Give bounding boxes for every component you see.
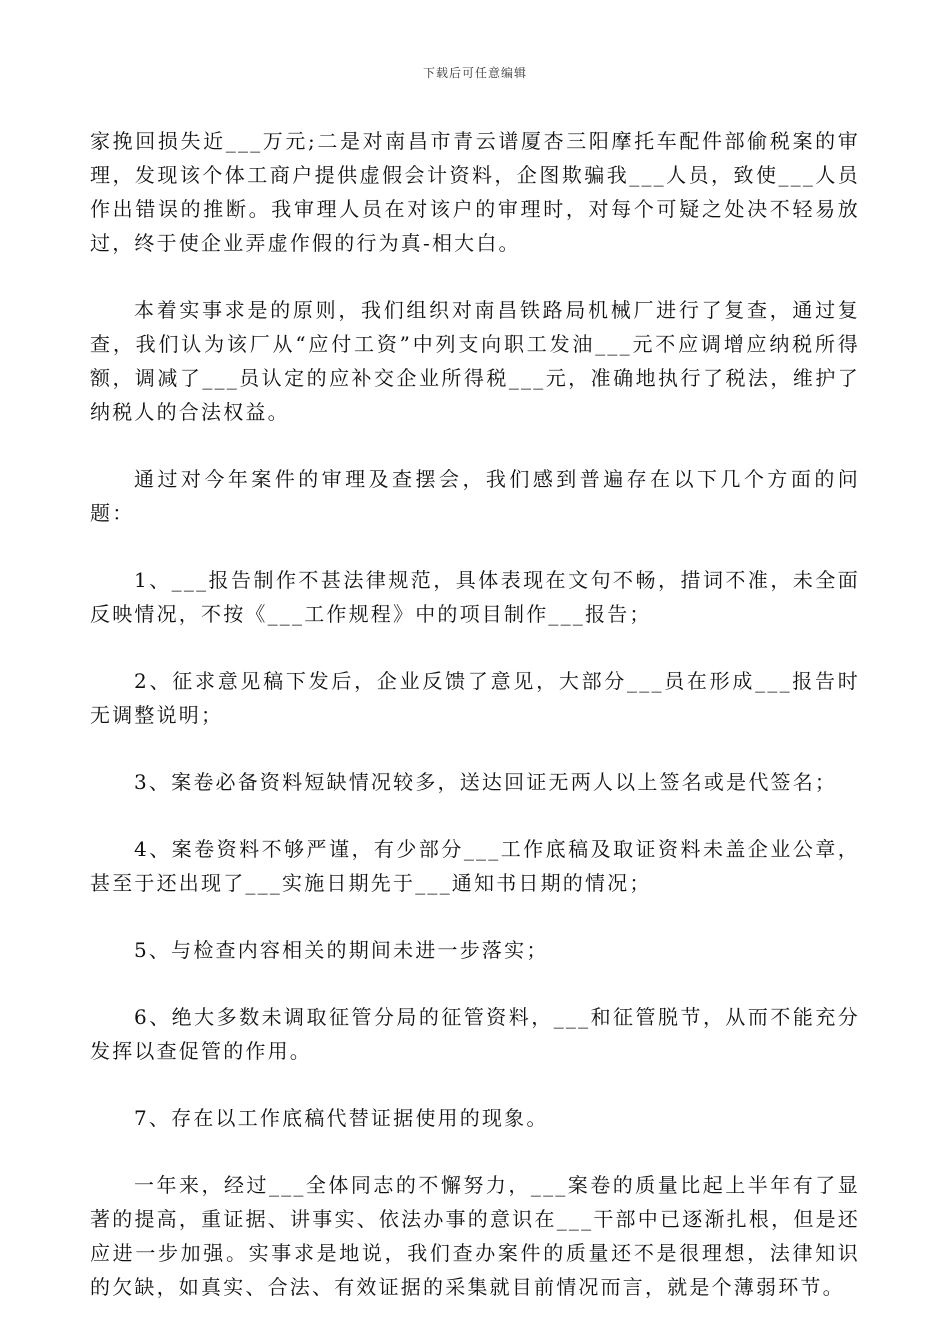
paragraph-summary: 一年来，经过___全体同志的不懈努力，___案卷的质量比起上半年有了显著的提高，重证据、讲事实、依法办事的意识在___干部中已逐渐扎根，但是还应进一步加强。实事求是地说，我们查办案件的质量还不是很理想，法律知识的欠缺，如真实、合法、有效证据的采集就目前情况而言，就是个薄弱环节。 <box>90 1173 860 1299</box>
paragraph-review: 本着实事求是的原则，我们组织对南昌铁路局机械厂进行了复查，通过复查，我们认为该厂从“应付工资”中列支向职工发油___元不应调增应纳税所得额，调减了___员认定的应补交企业所得税___元，准确地执行了税法，维护了纳税人的合法权益。 <box>90 298 860 424</box>
document-body <box>90 124 860 1337</box>
paragraph-continuation: 家挽回损失近___万元;二是对南昌市青云谱厦杏三阳摩托车配件部偷税案的审理，发现该个体工商户提供虚假会计资料，企图欺骗我___人员，致使___人员作出错误的推断。我审理人员在对该户的审理时，对每个可疑之处决不轻易放过，终于使企业弄虚作假的行为真-相大白。 <box>90 129 860 255</box>
list-item: 7、存在以工作底稿代替证据使用的现象。 <box>134 1106 549 1130</box>
list-item: 5、与检查内容相关的期间未进一步落实； <box>134 938 549 962</box>
list-item: 6、绝大多数未调取征管分局的征管资料，___和征管脱节，从而不能充分发挥以查促管的作用。 <box>90 1005 860 1063</box>
list-item: 3、案卷必备资料短缺情况较多，送达回证无两人以上签名或是代签名； <box>134 770 838 794</box>
list-item: 2、征求意见稿下发后，企业反馈了意见，大部分___员在形成___报告时无调整说明； <box>90 669 860 727</box>
page-header: 下载后可任意编辑 <box>422 66 527 80</box>
paragraph-problems-intro: 通过对今年案件的审理及查摆会，我们感到普遍存在以下几个方面的问题： <box>90 467 860 525</box>
list-item: 1、___报告制作不甚法律规范，具体表现在文句不畅，措词不准，未全面反映情况，不按《___工作规程》中的项目制作___报告； <box>90 568 860 626</box>
list-item: 4、案卷资料不够严谨，有少部分___工作底稿及取证资料未盖企业公章，甚至于还出现了___实施日期先于___通知书日期的情况； <box>90 837 860 895</box>
